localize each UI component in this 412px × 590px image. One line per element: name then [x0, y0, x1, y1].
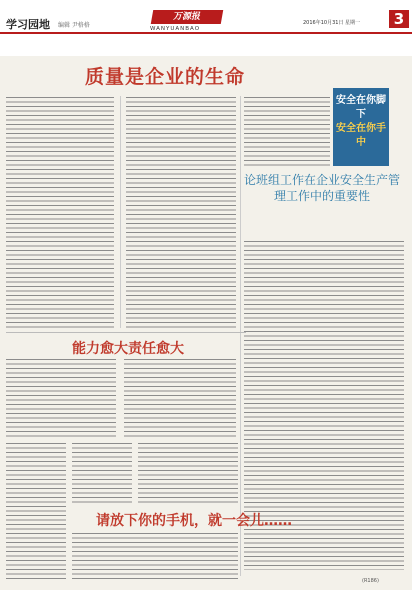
bottom-headline: 请放下你的手机，就一会儿……	[96, 513, 292, 529]
masthead-english: WANYUANBAO	[150, 26, 201, 32]
side-headline: 论班组工作在企业安全生产管理工作中的重要性	[243, 173, 400, 203]
lead-article-body-col-3	[244, 96, 330, 166]
lead-headline: 质量是企业的生命	[85, 66, 246, 88]
bottom-article-body	[72, 532, 238, 582]
column-divider	[120, 96, 121, 328]
section-editor: 编辑 尹格格	[58, 22, 90, 29]
lower-article-body-col-3	[138, 442, 238, 506]
section-divider	[6, 332, 246, 333]
page-number: 3	[389, 10, 409, 28]
issue-date: 2016年10月31日 星期一	[303, 20, 361, 26]
middle-article-body-col-2	[124, 358, 236, 438]
footer-code: (R186)	[362, 578, 379, 584]
masthead-logo: 万源报	[151, 10, 223, 24]
lower-article-body-col-2	[72, 442, 132, 506]
lower-article-body-col-1	[6, 442, 66, 582]
column-divider	[240, 96, 241, 576]
header-divider	[0, 32, 412, 34]
middle-article-body-col-1	[6, 358, 116, 438]
poster-line-1: 安全在你脚下	[336, 95, 386, 120]
section-title: 学习园地	[6, 18, 50, 31]
lead-article-body-col-1	[6, 96, 114, 328]
poster-line-2: 安全在你手中	[336, 123, 386, 148]
middle-headline: 能力愈大责任愈大	[72, 341, 184, 357]
lead-article-body-col-2	[126, 96, 236, 328]
safety-poster	[333, 88, 389, 166]
